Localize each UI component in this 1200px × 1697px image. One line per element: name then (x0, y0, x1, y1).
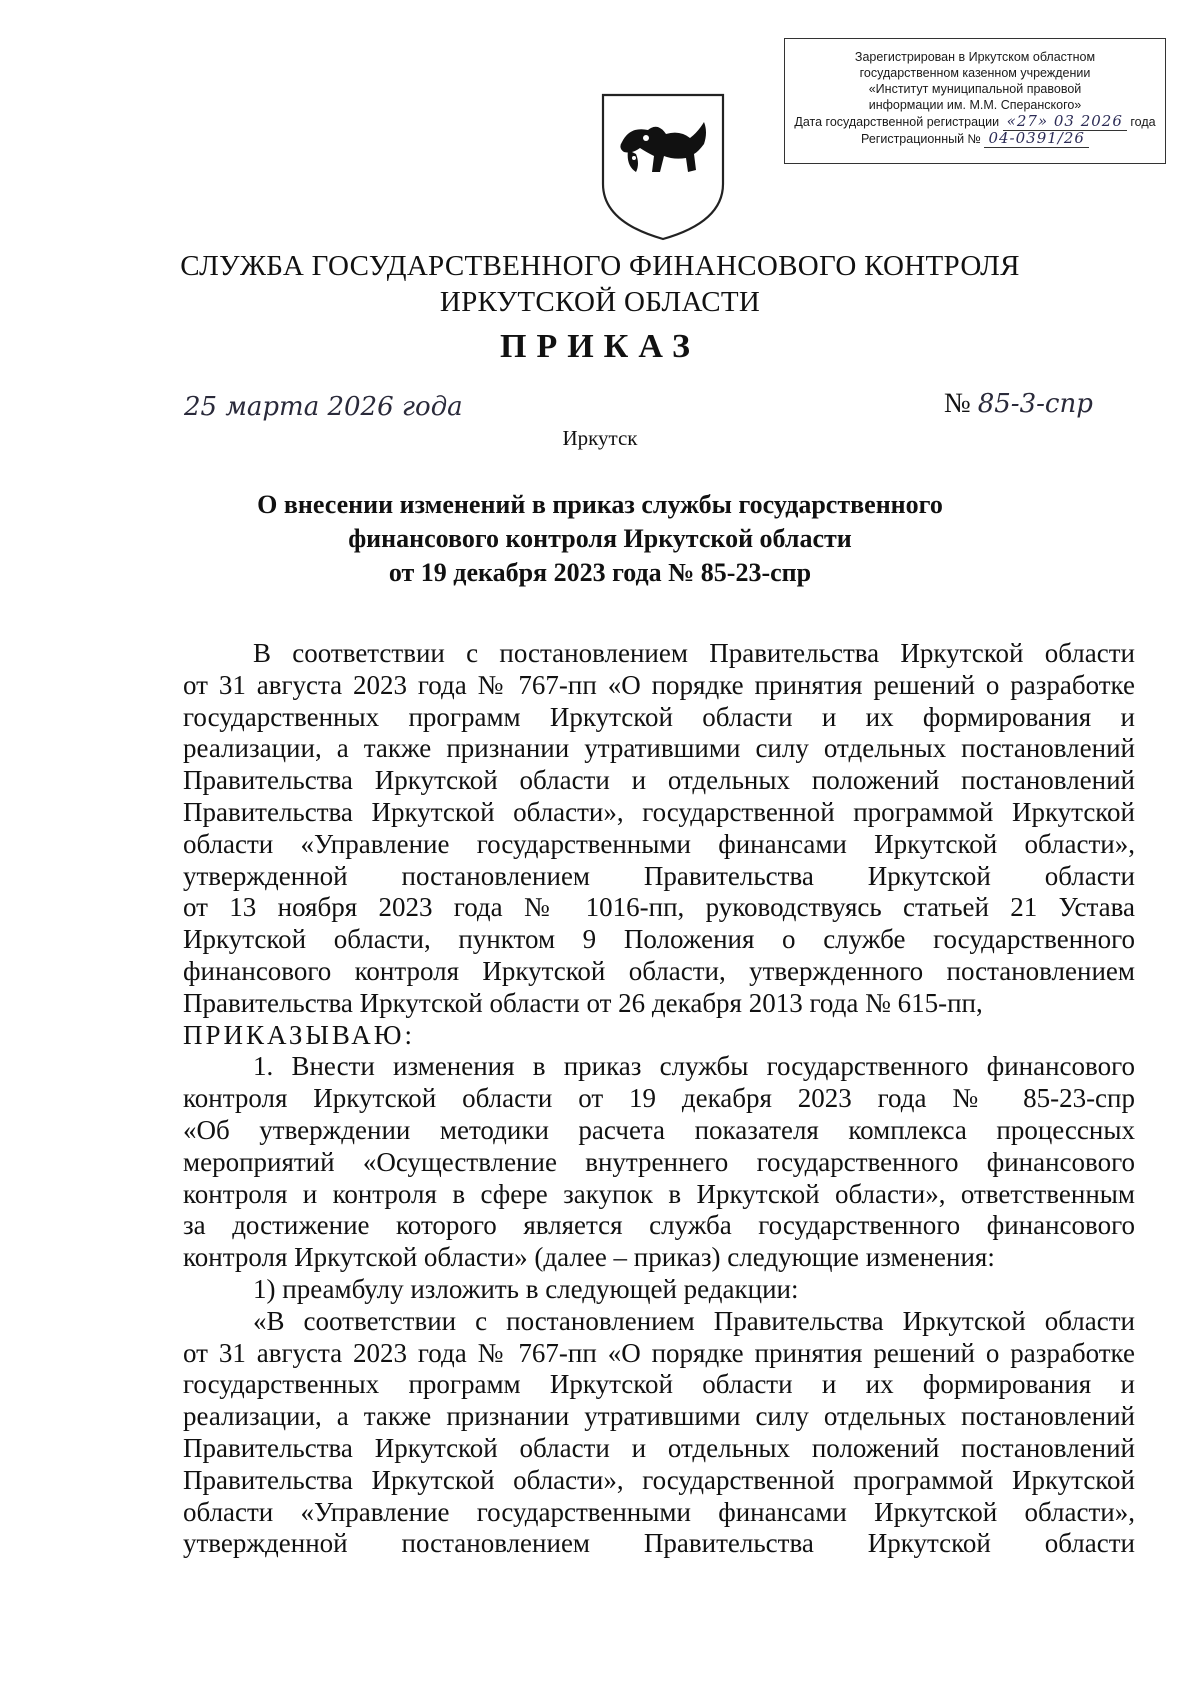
stamp-line: «Институт муниципальной правовой (868, 82, 1082, 96)
body-line: Иркутской области, пунктом 9 Положения о службе государственного (183, 924, 1135, 955)
body-line: Правительства Иркутской области от 26 декабря 2013 года № 615-пп, (183, 987, 983, 1018)
body-line: 1) преамбулу изложить в следующей редакции: (253, 1273, 799, 1304)
body-line: Правительства Иркутской области и отдельных положений постановлений (183, 765, 1135, 796)
body-line: контроля и контроля в сфере закупок в Иркутской области», ответственным (183, 1178, 1135, 1209)
body-line: мероприятий «Осуществление внутреннего государственного финансового (183, 1146, 1135, 1177)
body-line: В соответствии с постановлением Правительства Иркутской области (253, 638, 1135, 668)
body-line: утвержденной постановлением Правительства Иркутской области (183, 860, 1135, 891)
city: Иркутск (562, 426, 638, 450)
body-line: финансового контроля Иркутской области, утвержденного постановлением (183, 955, 1135, 986)
body-line-order: ПРИКАЗЫВАЮ: (183, 1019, 415, 1050)
body-line: контроля Иркутской области от 19 декабря 2023 года № 85-23-спр (183, 1083, 1135, 1114)
body-line: Правительства Иркутской области и отдельных положений постановлений (183, 1432, 1135, 1463)
number-value: 85-3-спр (977, 389, 1093, 419)
body-line: реализации, а также признании утратившими силу отдельных постановлений (183, 1401, 1135, 1432)
stamp-line: информации им. М.М. Сперанского» (868, 98, 1082, 112)
coat-of-arms-icon (600, 92, 726, 242)
stamp-date-row (791, 113, 1159, 130)
body-line: контроля Иркутской области» (далее – приказ) следующие изменения: (183, 1242, 995, 1273)
document-type: ПРИКАЗ (500, 328, 700, 365)
organization-name-line2: ИРКУТСКОЙ ОБЛАСТИ (439, 286, 761, 318)
stamp-line: государственном казенном учреждении (859, 66, 1091, 80)
stamp-date-label: Дата государственной регистрации (794, 115, 1000, 129)
stamp-number-label: Регистрационный № (861, 132, 981, 146)
stamp-line: Зарегистрирован в Иркутском областном (854, 50, 1096, 64)
body-line: 1. Внести изменения в приказ службы государственного финансового (253, 1051, 1135, 1082)
body-line: утвержденной постановлением Правительства Иркутской области (183, 1528, 1135, 1559)
document-title-line: финансового контроля Иркутской области (348, 524, 852, 553)
body-line: «Об утверждении методики расчета показателя комплекса процессных (183, 1114, 1135, 1145)
body-line: реализации, а также признании утратившими силу отдельных постановлений (183, 733, 1135, 764)
registration-stamp (784, 38, 1166, 164)
body-line: от 13 ноября 2023 года № 1016-пп, руководствуясь статьей 21 Устава (183, 892, 1135, 923)
stamp-number-row (791, 130, 1159, 147)
body-line: от 31 августа 2023 года № 767-пп «О порядке принятия решений о разработке (183, 1337, 1135, 1368)
stamp-date-value: «27» 03 2026 (1003, 112, 1127, 131)
body-line: Правительства Иркутской области», государственной программой Иркутской (183, 1464, 1135, 1495)
organization-name-line1: СЛУЖБА ГОСУДАРСТВЕННОГО ФИНАНСОВОГО КОНТРОЛЯ (180, 250, 1020, 282)
document-body (183, 638, 1135, 1560)
body-line: государственных программ Иркутской области и их формирования и (183, 1369, 1135, 1400)
body-line: области «Управление государственными финансами Иркутской области», (183, 1496, 1135, 1527)
body-line: от 31 августа 2023 года № 767-пп «О порядке принятия решений о разработке (183, 669, 1135, 700)
number-sign: № (944, 388, 971, 419)
document-title-line: от 19 декабря 2023 года № 85-23-спр (388, 558, 812, 587)
body-line: государственных программ Иркутской области и их формирования и (183, 701, 1135, 732)
stamp-date-suffix: года (1130, 115, 1156, 129)
body-line: «В соответствии с постановлением Правительства Иркутской области (253, 1305, 1135, 1336)
stamp-number-value: 04-0391/26 (984, 129, 1088, 148)
body-line: области «Управление государственными финансами Иркутской области», (183, 828, 1135, 859)
document-number (944, 388, 1093, 420)
body-line: Правительства Иркутской области», государственной программой Иркутской (183, 796, 1135, 827)
body-line: за достижение которого является служба государственного финансового (183, 1210, 1135, 1241)
document-title-line: О внесении изменений в приказ службы государственного (257, 490, 943, 519)
document-date: 25 марта 2026 года (184, 392, 463, 422)
